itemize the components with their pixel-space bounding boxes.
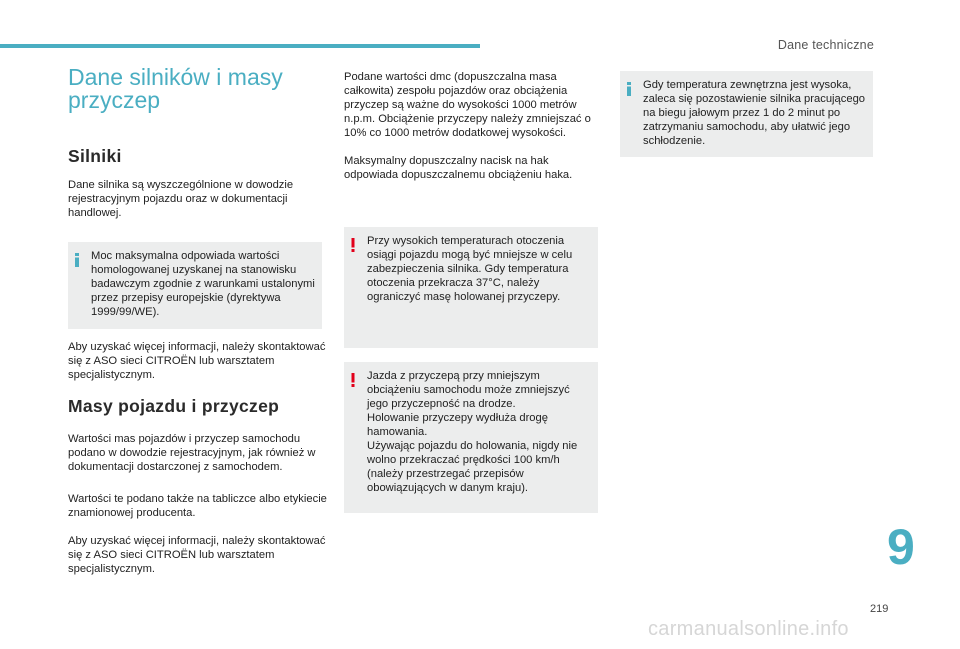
page-number: 219 (870, 603, 889, 615)
warning-icon (350, 238, 356, 257)
cooling-info-text: Gdy temperatura zewnętrzna jest wysoka, zaleca się pozostawienie silnika pracującego na biegu jałowym przez 1 do 2 minut po zatrzymaniu samochodu, aby ułatwić jego schłodzenie. (643, 79, 866, 147)
warning-line-3: Używając pojazdu do holowania, nigdy nie wolno przekraczać prędkości 100 km/h (należy przestrzegać przepisów obowiązujących w danym kraju). (367, 440, 578, 494)
cooling-info-box (620, 71, 873, 157)
info-icon (626, 82, 632, 101)
engines-heading: Silniki (68, 146, 122, 166)
heat-warning-text: Przy wysokich temperaturach otoczenia osiągi pojazdu mogą być mniejsze w celu zabezpieczenia silnika. Gdy temperatura otoczenia przekracza 37°C, należy ograniczyć masę holowanej przyczepy. (367, 235, 573, 303)
engines-info-text: Moc maksymalna odpowiada wartości homologowanej uzyskanej na stanowisku badawczym zgodnie z warunkami ustalonymi przez przepisy europejskie (dyrektywa 1999/99/WE). (91, 250, 315, 318)
chapter-number: 9 (887, 519, 915, 575)
warning-icon (350, 373, 356, 392)
warning-line-1: Jazda z przyczepą przy mniejszym obciążeniu samochodu może zmniejszyć jego przyczepność na drodze. (367, 370, 570, 410)
engines-more-info: Aby uzyskać więcej informacji, należy skontaktować się z ASO sieci CITROËN lub warsztatem specjalistycznym. (68, 341, 326, 381)
warning-line-2: Holowanie przyczepy wydłuża drogę hamowania. (367, 412, 548, 438)
header-accent-bar (0, 44, 480, 48)
watermark: carmanualsonline.info (648, 618, 849, 640)
light-load-warning-box (344, 362, 598, 513)
dmc-text: Podane wartości dmc (dopuszczalna masa całkowita) zespołu pojazdów oraz obciążenia przyczep są ważne do wysokości 1000 metrów n.p.m. Obciążenie przyczepy należy zmniejszać o 10% co 1000 metrów dodatkowej wysokości. (344, 71, 591, 139)
masses-heading: Masy pojazdu i przyczep (68, 396, 280, 416)
engines-text: Dane silnika są wyszczególnione w dowodzie rejestracyjnym pojazdu oraz w dokumentacji handlowej. (68, 179, 294, 219)
info-icon (74, 253, 80, 272)
section-label: Dane techniczne (777, 38, 874, 52)
heat-warning-box (344, 227, 598, 348)
hitch-text: Maksymalny dopuszczalny nacisk na hak odpowiada dopuszczalnemu obciążeniu haka. (344, 155, 573, 181)
page-title: Dane silników i masy przyczep (68, 64, 283, 113)
masses-text-2: Wartości te podano także na tabliczce albo etykiecie znamionowej producenta. (68, 493, 327, 519)
engines-info-box (68, 242, 322, 329)
light-load-warning-text (367, 369, 592, 495)
masses-more-info: Aby uzyskać więcej informacji, należy skontaktować się z ASO sieci CITROËN lub warsztatem specjalistycznym. (68, 535, 326, 575)
masses-text-1: Wartości mas pojazdów i przyczep samochodu podano w dowodzie rejestracyjnym, jak również w dokumentacji dostarczonej z samochodem. (68, 433, 316, 473)
